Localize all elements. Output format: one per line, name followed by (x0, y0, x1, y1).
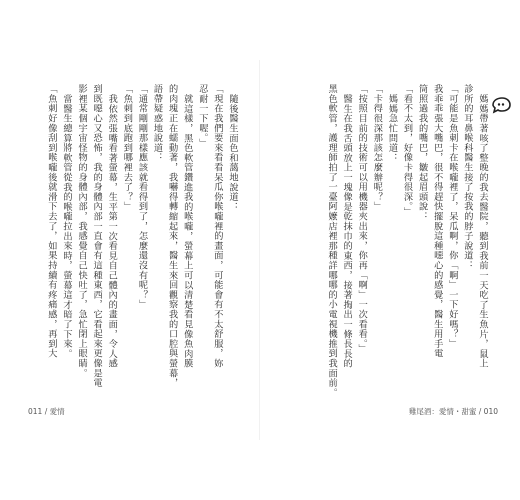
text-column: 的肉塊正在蠕動著，我嚇得轉縮起來，醫生來回觀察我的口腔與螢幕， (166, 84, 178, 388)
text-column: 語帶疑惑地說道： (151, 84, 163, 163)
text-column: 到既噁心又恐怖，我的身體內部一直會有這種東西，它看起來更像是電 (91, 84, 103, 388)
text-column: 「看不太到，好像卡得很深。」 (401, 84, 413, 217)
text-column: 「魚刺到底跑到哪裡去了？」 (121, 84, 133, 212)
text-column: 影裡某個宇宙怪物的身體內部，我感覺自己快吐了，急忙閉上眼睛。 (76, 84, 88, 378)
text-column: 我依然張嘴看著螢幕，生平第一次看見自己體內的畫面，令人感 (106, 94, 118, 369)
text-column: 「現在我們要來看看呆瓜你喉嚨裡的畫面，可能會有不太舒服，妳 (211, 84, 223, 369)
text-column: 隨後醫生面色和藹地說道： (227, 94, 238, 212)
text-column: 媽媽帶著咳了整晚的我去醫院，聽到我前一天吃了生魚片，鼠上 (477, 94, 488, 369)
text-column: 「魚刺好像刮到喉嚨後就滑下去了，如果持續有疼痛感，再到大 (45, 84, 57, 359)
text-column: 「卡得很深那該怎麼辦呢？」 (371, 84, 383, 212)
text-column: 診所的耳鼻喉科醫生接了按我的脖子說道： (461, 84, 473, 271)
text-column: 忍耐一下喔。」 (196, 84, 208, 148)
speech-bubble-icon (490, 96, 512, 114)
text-column: 我乖乖張大嘴巴，很不得趕快擺脫這種噁心的感覺，醫生用手電 (431, 84, 443, 359)
text-column: 就這樣，黑色軟管鑽進我的喉嚨，螢幕上可以清楚看見像魚肉膜 (181, 94, 193, 369)
right-page-text (280, 84, 490, 398)
right-page (260, 0, 520, 500)
text-column: 黑色軟管，護理師拍了一臺阿嬤店裡那種詳哪哪的小電視機推到我面前。 (326, 84, 338, 398)
text-column: 筒照過我的嘴巴，皺起眉頭說： (416, 84, 428, 222)
text-column: 醫生在我舌頭放上一塊像是乾抹巾的東西，接著掏出一條長長的 (341, 94, 353, 369)
page-footer: 011 / 愛情 (28, 407, 65, 416)
text-column: 「通常剛剛那樣應該就看得到了，怎麼還沒有呢？」 (136, 84, 148, 310)
text-column: 「按照目前的技術可以用機器夾出來，你再「啊」一次看看。」 (356, 84, 368, 354)
text-column: 媽媽急忙問道： (386, 94, 398, 163)
text-column: 「可能是魚刺卡在喉嚨裡了，呆瓜啊，你「啊」一下好嗎？」 (446, 84, 458, 349)
page-footer: 雞尾酒：愛情・甜蜜 / 010 (408, 407, 498, 416)
left-page-text (28, 84, 240, 398)
text-column: 當醫生總算將軟管從我的喉嚨拉出來時，螢幕這才暗了下來。 (60, 94, 72, 359)
